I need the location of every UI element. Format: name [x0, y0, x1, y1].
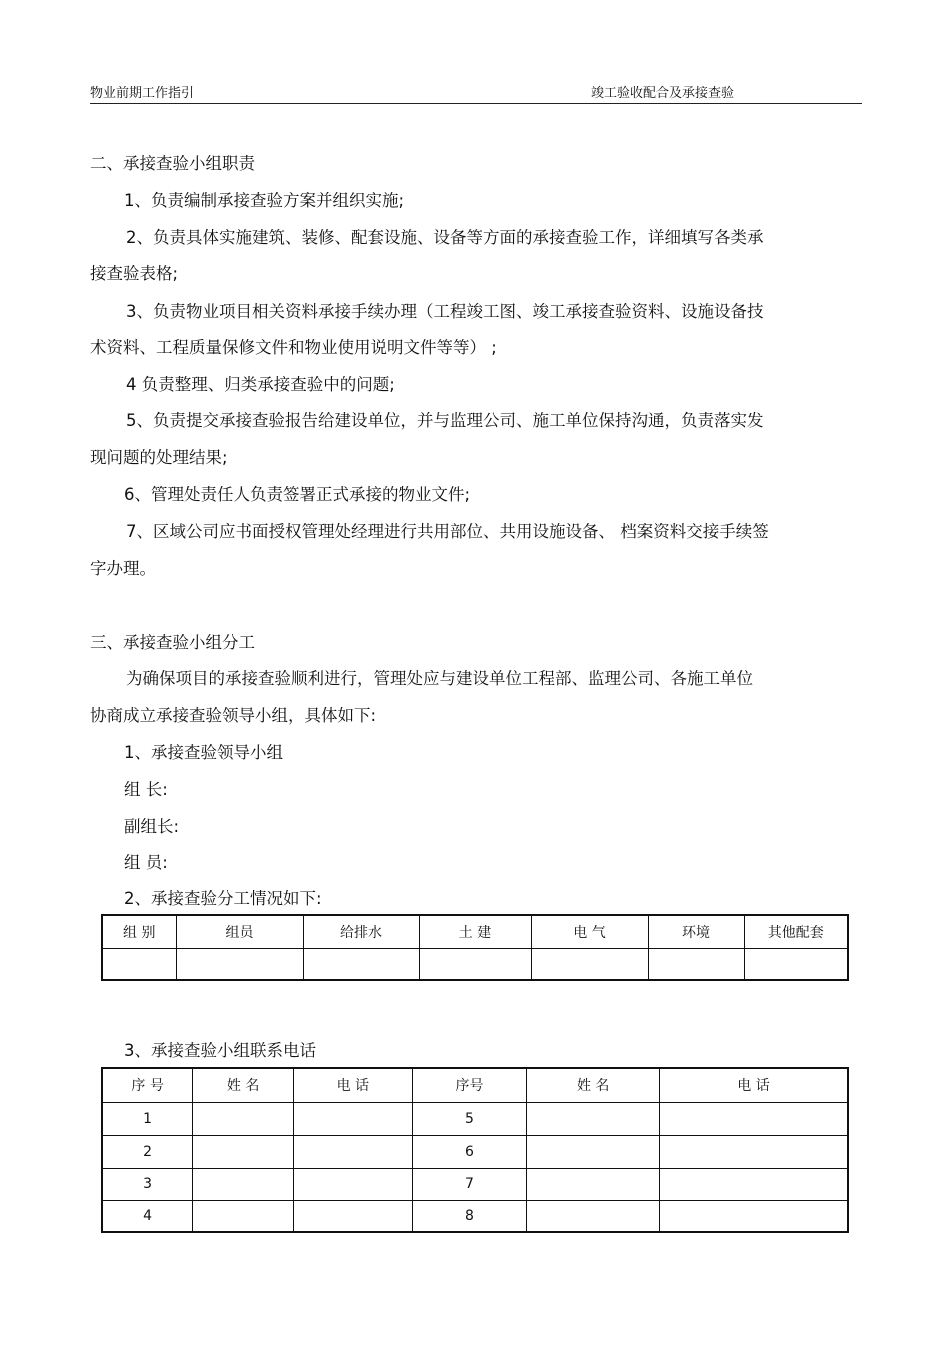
division-table — [101, 914, 849, 981]
contact-phone-cell — [660, 1135, 849, 1168]
division-cell — [648, 948, 744, 980]
division-cell — [176, 948, 303, 980]
table-row — [102, 1135, 848, 1168]
contact-name-cell — [527, 1135, 660, 1168]
leader-label: 组 长: — [124, 780, 168, 799]
contact-header-name-2: 姓 名 — [527, 1068, 660, 1102]
contact-phone-cell — [660, 1168, 849, 1200]
division-header-member: 组员 — [176, 915, 303, 948]
header-left-text: 物业前期工作指引 — [90, 86, 195, 101]
division-header-electrical: 电 气 — [531, 915, 648, 948]
contact-table — [101, 1067, 849, 1233]
member-label: 组 员: — [124, 853, 168, 872]
vice-leader-label: 副组长: — [124, 817, 180, 836]
division-header-plumbing: 给排水 — [303, 915, 419, 948]
contact-name-cell — [527, 1102, 660, 1135]
contact-name-cell — [193, 1135, 294, 1168]
section3-title: 三、承接查验小组分工 — [90, 633, 255, 652]
duty-line-3: 3、负责物业项目相关资料承接手续办理（工程竣工图、竣工承接查验资料、设施设备技 — [126, 302, 764, 321]
contact-no-cell: 7 — [412, 1168, 527, 1200]
division-header-row — [102, 915, 848, 948]
contact-phone-cell — [294, 1135, 413, 1168]
contact-header-name: 姓 名 — [193, 1068, 294, 1102]
contact-no-cell: 2 — [102, 1135, 193, 1168]
contact-header-phone-2: 电 话 — [660, 1068, 849, 1102]
duty-line-4: 4 负责整理、归类承接查验中的问题; — [126, 375, 395, 394]
contact-header-no: 序 号 — [102, 1068, 193, 1102]
division-cell — [102, 948, 176, 980]
table-row — [102, 1102, 848, 1135]
duty-line-7: 7、区域公司应书面授权管理处经理进行共用部位、共用设施设备、 档案资料交接手续签 — [126, 522, 769, 541]
division-header-other: 其他配套 — [744, 915, 848, 948]
duty-line-2: 2、负责具体实施建筑、装修、配套设施、设备等方面的承接查验工作，详细填写各类承 — [126, 228, 764, 247]
contact-phone-cell — [294, 1200, 413, 1232]
division-cell — [419, 948, 531, 980]
contact-name-cell — [193, 1200, 294, 1232]
division-header-environment: 环境 — [648, 915, 744, 948]
contact-name-cell — [527, 1168, 660, 1200]
contact-no-cell: 3 — [102, 1168, 193, 1200]
contact-no-cell: 4 — [102, 1200, 193, 1232]
contact-no-cell: 5 — [412, 1102, 527, 1135]
table-row — [102, 1200, 848, 1232]
contact-no-cell: 8 — [412, 1200, 527, 1232]
duty-line-3-cont: 术资料、工程质量保修文件和物业使用说明文件等等） ; — [90, 338, 497, 357]
duty-line-1: 1、负责编制承接查验方案并组织实施; — [124, 191, 405, 210]
contact-no-cell: 6 — [412, 1135, 527, 1168]
contact-no-cell: 1 — [102, 1102, 193, 1135]
contact-header-no-2: 序号 — [412, 1068, 527, 1102]
division-cell — [744, 948, 848, 980]
division-cell — [531, 948, 648, 980]
duty-line-6: 6、管理处责任人负责签署正式承接的物业文件; — [124, 485, 471, 504]
contact-name-cell — [193, 1102, 294, 1135]
sub-heading-division: 2、承接查验分工情况如下: — [124, 889, 322, 908]
section3-intro-1: 为确保项目的承接查验顺利进行，管理处应与建设单位工程部、监理公司、各施工单位 — [126, 669, 753, 688]
duty-line-5: 5、负责提交承接查验报告给建设单位，并与监理公司、施工单位保持沟通，负责落实发 — [126, 411, 764, 430]
section2-title: 二、承接查验小组职责 — [90, 154, 255, 173]
division-header-group: 组 别 — [102, 915, 176, 948]
contact-phone-cell — [660, 1200, 849, 1232]
division-blank-row — [102, 948, 848, 980]
contact-phone-cell — [294, 1102, 413, 1135]
sub-heading-contacts: 3、承接查验小组联系电话 — [124, 1041, 316, 1060]
division-header-civil: 土 建 — [419, 915, 531, 948]
sub-heading-leadership: 1、承接查验领导小组 — [124, 743, 283, 762]
duty-line-2-cont: 接查验表格; — [90, 264, 179, 283]
division-cell — [303, 948, 419, 980]
duty-line-7-cont: 字办理。 — [90, 559, 156, 578]
contact-phone-cell — [660, 1102, 849, 1135]
contact-phone-cell — [294, 1168, 413, 1200]
header-right-text: 竣工验收配合及承接查验 — [591, 86, 735, 101]
contact-name-cell — [527, 1200, 660, 1232]
page-header — [90, 80, 862, 104]
contact-header-phone: 电 话 — [294, 1068, 413, 1102]
table-row — [102, 1168, 848, 1200]
duty-line-5-cont: 现问题的处理结果; — [90, 448, 228, 467]
contact-name-cell — [193, 1168, 294, 1200]
contact-header-row — [102, 1068, 848, 1102]
section3-intro-2: 协商成立承接查验领导小组，具体如下: — [90, 706, 377, 725]
